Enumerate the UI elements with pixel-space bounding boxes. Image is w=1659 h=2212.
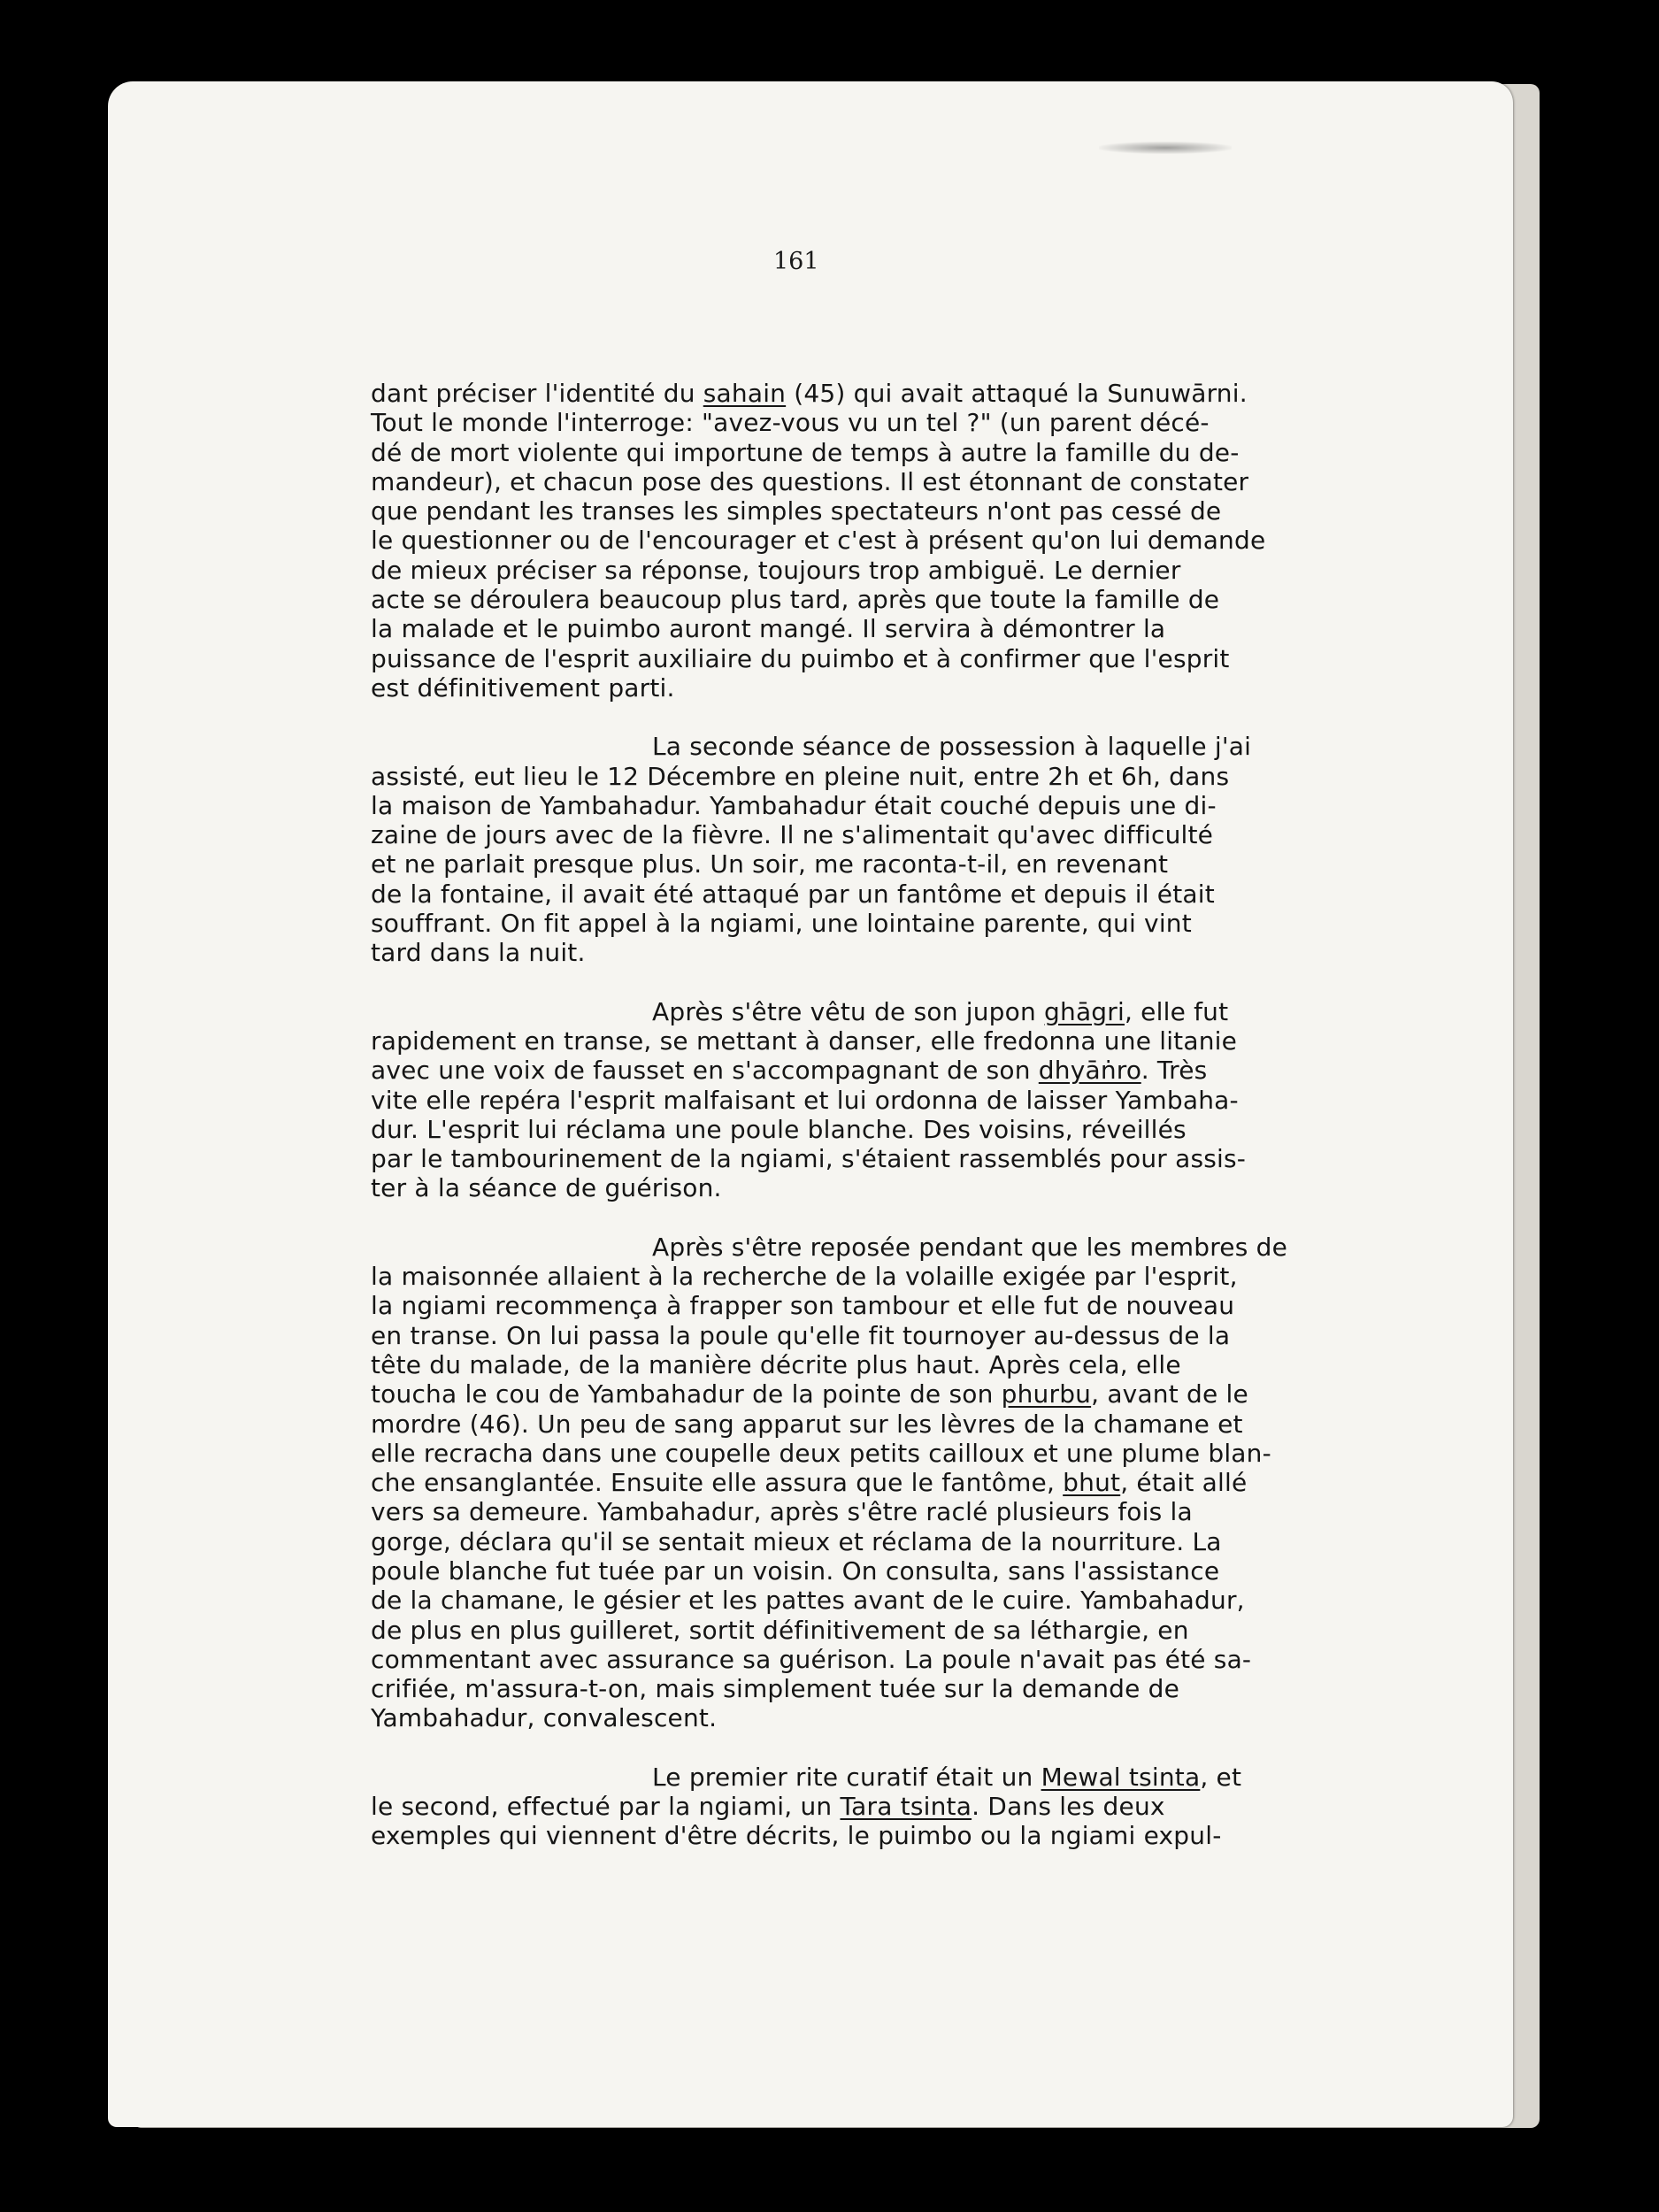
text-line — [371, 467, 1513, 496]
text-run: avec une voix de fausset en s'accompagnant de son — [371, 1056, 1039, 1086]
underlined-term: bhut — [1063, 1468, 1121, 1498]
text-run: de plus en plus guilleret, sortit définitivement de sa léthargie, en — [371, 1615, 1189, 1645]
text-line — [371, 762, 1513, 791]
text-line — [371, 1291, 1513, 1320]
text-run: ter à la séance de guérison. — [371, 1173, 722, 1203]
ink-bleed-mark — [1099, 142, 1232, 154]
text-run: Yambahadur, convalescent. — [371, 1703, 718, 1733]
underlined-term: ghāgri — [1044, 996, 1125, 1026]
text-line — [371, 1056, 1513, 1085]
text-run: . Très — [1141, 1056, 1208, 1086]
text-line — [371, 379, 1513, 408]
text-run: vite elle repéra l'esprit malfaisant et lui ordonna de laisser Yambaha- — [371, 1085, 1239, 1115]
text-line — [371, 614, 1513, 643]
text-line — [371, 1586, 1513, 1615]
paragraph — [371, 1233, 1513, 1733]
text-line — [371, 673, 1513, 703]
text-run: , était allé — [1120, 1468, 1248, 1498]
text-run: de la fontaine, il avait été attaqué par un fantôme et depuis il était — [371, 879, 1215, 909]
text-run: et ne parlait presque plus. Un soir, me raconta-t-il, en revenant — [371, 849, 1169, 879]
text-line — [371, 1262, 1513, 1291]
text-run: est définitivement parti. — [371, 672, 675, 703]
text-line — [371, 1527, 1513, 1556]
text-line — [371, 585, 1513, 614]
text-run: la ngiami recommença à frapper son tambour et elle fut de nouveau — [371, 1291, 1235, 1321]
text-run: gorge, déclara qu'il se sentait mieux et réclama de la nourriture. La — [371, 1526, 1222, 1556]
text-run: mandeur), et chacun pose des questions. Il est étonnant de constater — [371, 466, 1249, 496]
text-run: Tout le monde l'interroge: "avez-vous vu un tel ?" (un parent décé- — [371, 408, 1210, 438]
text-run: le second, effectué par la ngiami, un — [371, 1792, 841, 1822]
text-run: le questionner ou de l'encourager et c'est à présent qu'on lui demande — [371, 526, 1266, 556]
text-line — [371, 1321, 1513, 1350]
text-line — [371, 791, 1513, 820]
text-line — [371, 1821, 1513, 1850]
text-line — [371, 1439, 1513, 1468]
text-line — [371, 1379, 1513, 1409]
text-line — [371, 849, 1513, 879]
text-line — [371, 1645, 1513, 1674]
text-run: la malade et le puimbo auront mangé. Il servira à démontrer la — [371, 614, 1166, 644]
text-line — [371, 1086, 1513, 1115]
text-run: . Dans les deux — [972, 1792, 1165, 1822]
text-run: par le tambourinement de la ngiami, s'étaient rassemblés pour assis- — [371, 1144, 1247, 1174]
text-line — [371, 644, 1513, 673]
text-run: tard dans la nuit. — [371, 938, 586, 968]
text-run: zaine de jours avec de la fièvre. Il ne s'alimentait qu'avec difficulté — [371, 820, 1214, 850]
text-run: elle recracha dans une coupelle deux petits cailloux et une plume blan- — [371, 1438, 1271, 1468]
text-line — [371, 556, 1513, 585]
text-run: dé de mort violente qui importune de temps à autre la famille du de- — [371, 437, 1240, 467]
text-run: de la chamane, le gésier et les pattes avant de le cuire. Yambahadur, — [371, 1586, 1245, 1616]
text-line — [371, 1026, 1513, 1056]
text-line — [371, 1763, 1513, 1792]
text-run: che ensanglantée. Ensuite elle assura que le fantôme, — [371, 1468, 1064, 1498]
text-line — [371, 909, 1513, 938]
text-line — [371, 1468, 1513, 1497]
text-run: commentant avec assurance sa guérison. La poule n'avait pas été sa- — [371, 1644, 1252, 1674]
text-line — [371, 938, 1513, 967]
text-line — [371, 1115, 1513, 1144]
text-line — [371, 1173, 1513, 1202]
underlined-term: Tara tsinta — [840, 1792, 972, 1822]
text-line — [371, 496, 1513, 526]
text-run: (45) qui avait attaqué la Sunuwārni. — [786, 379, 1248, 408]
text-run: , avant de le — [1091, 1379, 1248, 1409]
underlined-term: Mewal tsinta — [1041, 1762, 1201, 1792]
paragraph — [371, 1763, 1513, 1851]
text-run: Le premier rite curatif était un — [652, 1762, 1041, 1792]
text-run: en transe. On lui passa la poule qu'elle fit tournoyer au-dessus de la — [371, 1320, 1231, 1350]
text-run: , et — [1200, 1762, 1242, 1792]
text-run: rapidement en transe, se mettant à danser, elle fredonna une litanie — [371, 1025, 1238, 1056]
text-line — [371, 526, 1513, 555]
text-line — [371, 1556, 1513, 1586]
text-run: , elle fut — [1124, 996, 1229, 1026]
page-number: 161 — [773, 248, 819, 275]
text-line — [371, 1674, 1513, 1703]
text-line — [371, 1792, 1513, 1821]
text-run: exemples qui viennent d'être décrits, le puimbo ou la ngiami expul- — [371, 1821, 1222, 1851]
text-line — [371, 438, 1513, 467]
text-run: crifiée, m'assura-t-on, mais simplement tuée sur la demande de — [371, 1674, 1180, 1704]
text-line — [371, 1233, 1513, 1262]
text-run: Après s'être vêtu de son jupon — [652, 996, 1045, 1026]
text-run: puissance de l'esprit auxiliaire du puimbo et à confirmer que l'esprit — [371, 643, 1230, 673]
text-run: de mieux préciser sa réponse, toujours trop ambiguë. Le dernier — [371, 555, 1181, 585]
text-line — [371, 820, 1513, 849]
text-run: poule blanche fut tuée par un voisin. On consulta, sans l'assistance — [371, 1555, 1220, 1586]
text-run: dur. L'esprit lui réclama une poule blanche. Des voisins, réveillés — [371, 1114, 1187, 1144]
text-line — [371, 1409, 1513, 1439]
text-line — [371, 1703, 1513, 1732]
text-run: assisté, eut lieu le 12 Décembre en pleine nuit, entre 2h et 6h, dans — [371, 761, 1230, 791]
body-text — [371, 379, 1513, 1851]
paragraph — [371, 379, 1513, 703]
text-line — [371, 879, 1513, 909]
text-run: vers sa demeure. Yambahadur, après s'être raclé plusieurs fois la — [371, 1497, 1193, 1527]
text-line — [371, 1144, 1513, 1173]
paragraph — [371, 997, 1513, 1203]
text-run: dant préciser l'identité du — [371, 379, 703, 408]
text-run: mordre (46). Un peu de sang apparut sur les lèvres de la chamane et — [371, 1409, 1243, 1439]
underlined-term: sahain — [703, 379, 787, 408]
text-run: tête du malade, de la manière décrite plus haut. Après cela, elle — [371, 1349, 1181, 1379]
text-line — [371, 732, 1513, 761]
text-run: Après s'être reposée pendant que les membres de — [652, 1232, 1288, 1262]
text-run: La seconde séance de possession à laquelle j'ai — [652, 732, 1252, 762]
text-run: que pendant les transes les simples spectateurs n'ont pas cessé de — [371, 496, 1222, 526]
underlined-term: dhyāṅro — [1038, 1056, 1141, 1086]
text-line — [371, 1616, 1513, 1645]
text-line — [371, 408, 1513, 437]
text-line — [371, 1350, 1513, 1379]
text-line — [371, 1497, 1513, 1526]
paragraph — [371, 732, 1513, 967]
text-run: souffrant. On fit appel à la ngiami, une lointaine parente, qui vint — [371, 909, 1192, 939]
text-line — [371, 997, 1513, 1026]
underlined-term: phurbu — [1001, 1379, 1092, 1409]
text-run: toucha le cou de Yambahadur de la pointe de son — [371, 1379, 1002, 1409]
document-page — [108, 81, 1513, 2127]
text-run: la maison de Yambahadur. Yambahadur était couché depuis une di- — [371, 790, 1217, 820]
text-run: acte se déroulera beaucoup plus tard, après que toute la famille de — [371, 585, 1220, 615]
text-run: la maisonnée allaient à la recherche de la volaille exigée par l'esprit, — [371, 1262, 1238, 1292]
